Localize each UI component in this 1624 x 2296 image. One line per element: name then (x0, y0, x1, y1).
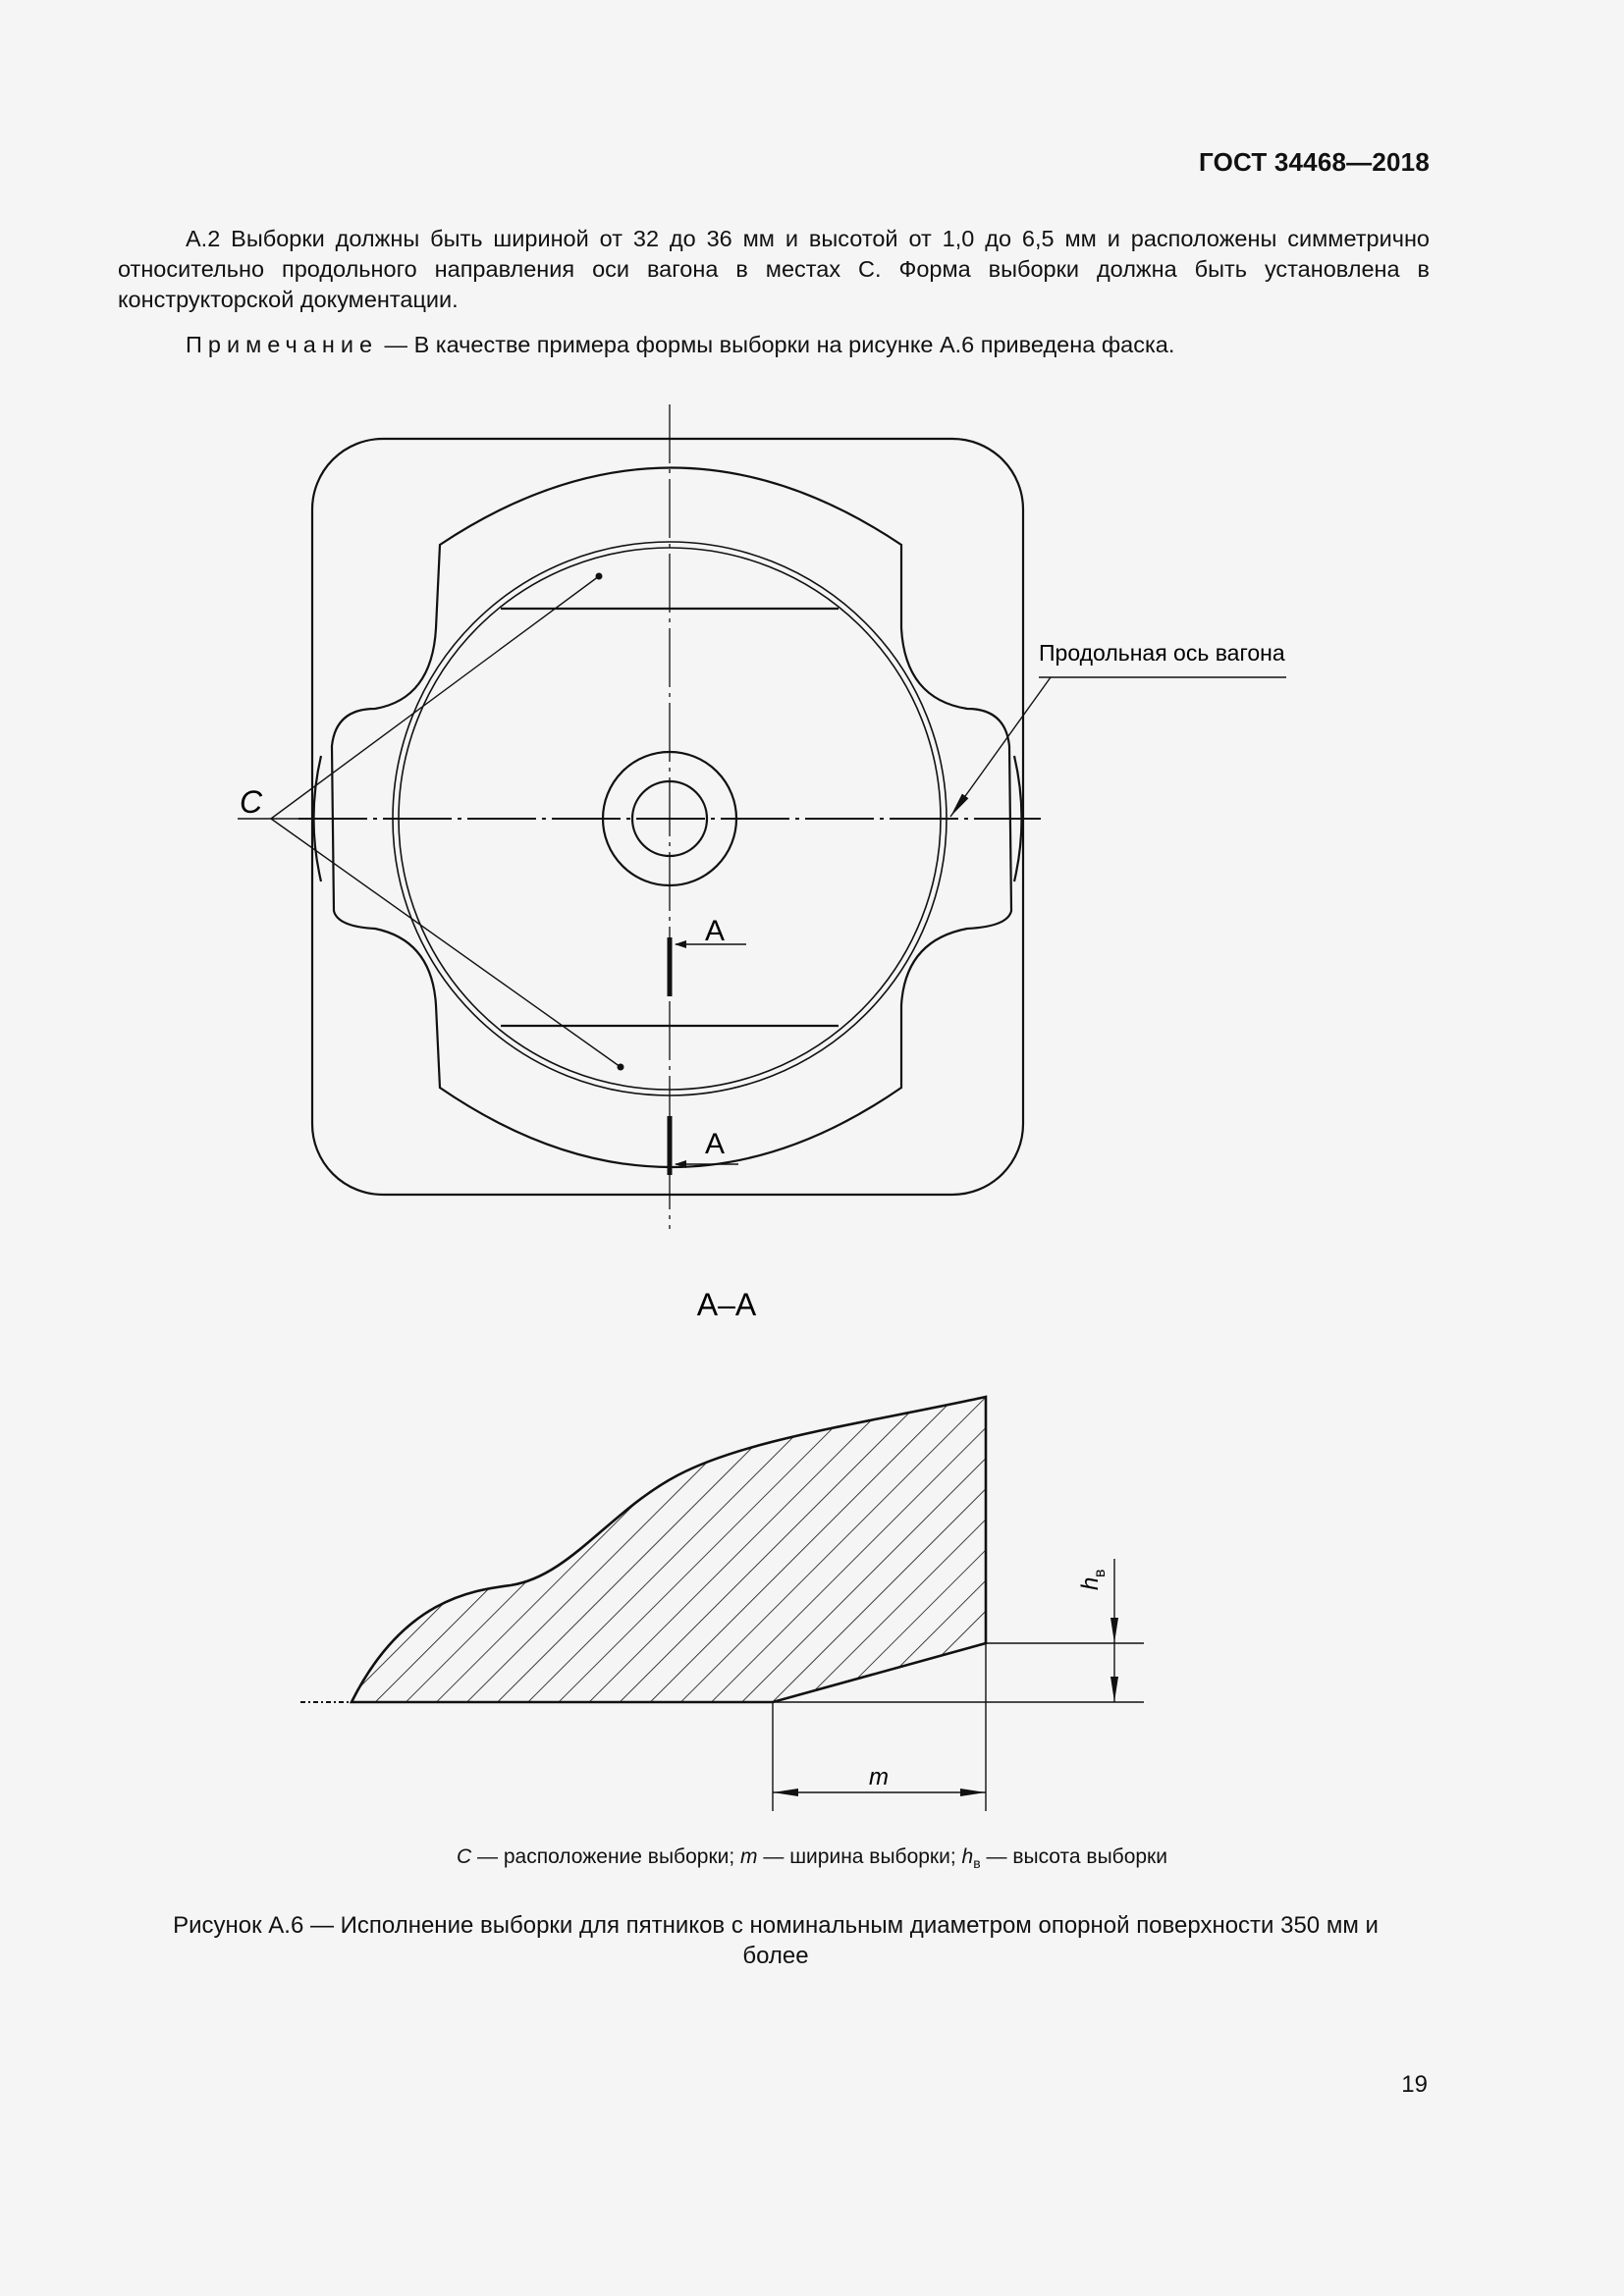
inner-body-outline (332, 468, 1011, 1168)
leader-dot-lower (618, 1064, 624, 1071)
label-hv (1077, 1570, 1109, 1591)
note-label: Примечание (186, 332, 379, 357)
legend-m-symbol: m (740, 1845, 758, 1868)
leader-c-to-upper (271, 576, 599, 819)
label-c: С (240, 784, 263, 820)
leader-c (238, 576, 621, 1067)
legend-c-symbol: С (457, 1845, 472, 1868)
note-text: — В качестве примера формы выборки на рисунке А.6 приведена фаска. (378, 332, 1175, 357)
figure-caption: Рисунок А.6 — Исполнение выборки для пятников с номинальным диаметром опорной поверхности 350 мм и более (173, 1912, 1379, 1969)
document-id: ГОСТ 34468—2018 (1199, 147, 1430, 177)
label-m: m (869, 1764, 889, 1790)
section-hatched-profile (352, 1397, 986, 1702)
axis-leader (950, 677, 1286, 817)
plan-view (312, 439, 1023, 1195)
legend-h-sub: в (973, 1855, 981, 1872)
centre-lines (298, 404, 1041, 1229)
label-hv-sub: в (1092, 1569, 1109, 1577)
section-label-upper: А (705, 915, 726, 947)
leader-dot-upper (596, 573, 603, 580)
label-hv-main: h (1077, 1576, 1104, 1590)
paragraph-a2: А.2 Выборки должны быть шириной от 32 до 36 мм и высотой от 1,0 до 6,5 мм и расположены симметрично относительно продольного направления оси вагона в местах С. Форма выборки должна быть установлена в конструкторской документации. (118, 226, 1430, 312)
plate-outline (312, 439, 1023, 1195)
leader-c-to-lower (271, 819, 621, 1067)
legend-m-text: — ширина выборки; (757, 1845, 962, 1868)
label-longitudinal-axis: Продольная ось вагона (1039, 640, 1285, 666)
section-label-lower: А (705, 1128, 726, 1160)
section-title: А–А (696, 1287, 757, 1322)
legend-h-text: — высота выборки (980, 1845, 1167, 1868)
legend-h-symbol: h (961, 1845, 974, 1868)
axis-leader-line (950, 677, 1051, 817)
section-view (300, 1397, 1144, 1811)
legend-c-text: — расположение выборки; (471, 1845, 741, 1868)
figure-legend (0, 1845, 1624, 1871)
page-number: 19 (1401, 2071, 1428, 2098)
